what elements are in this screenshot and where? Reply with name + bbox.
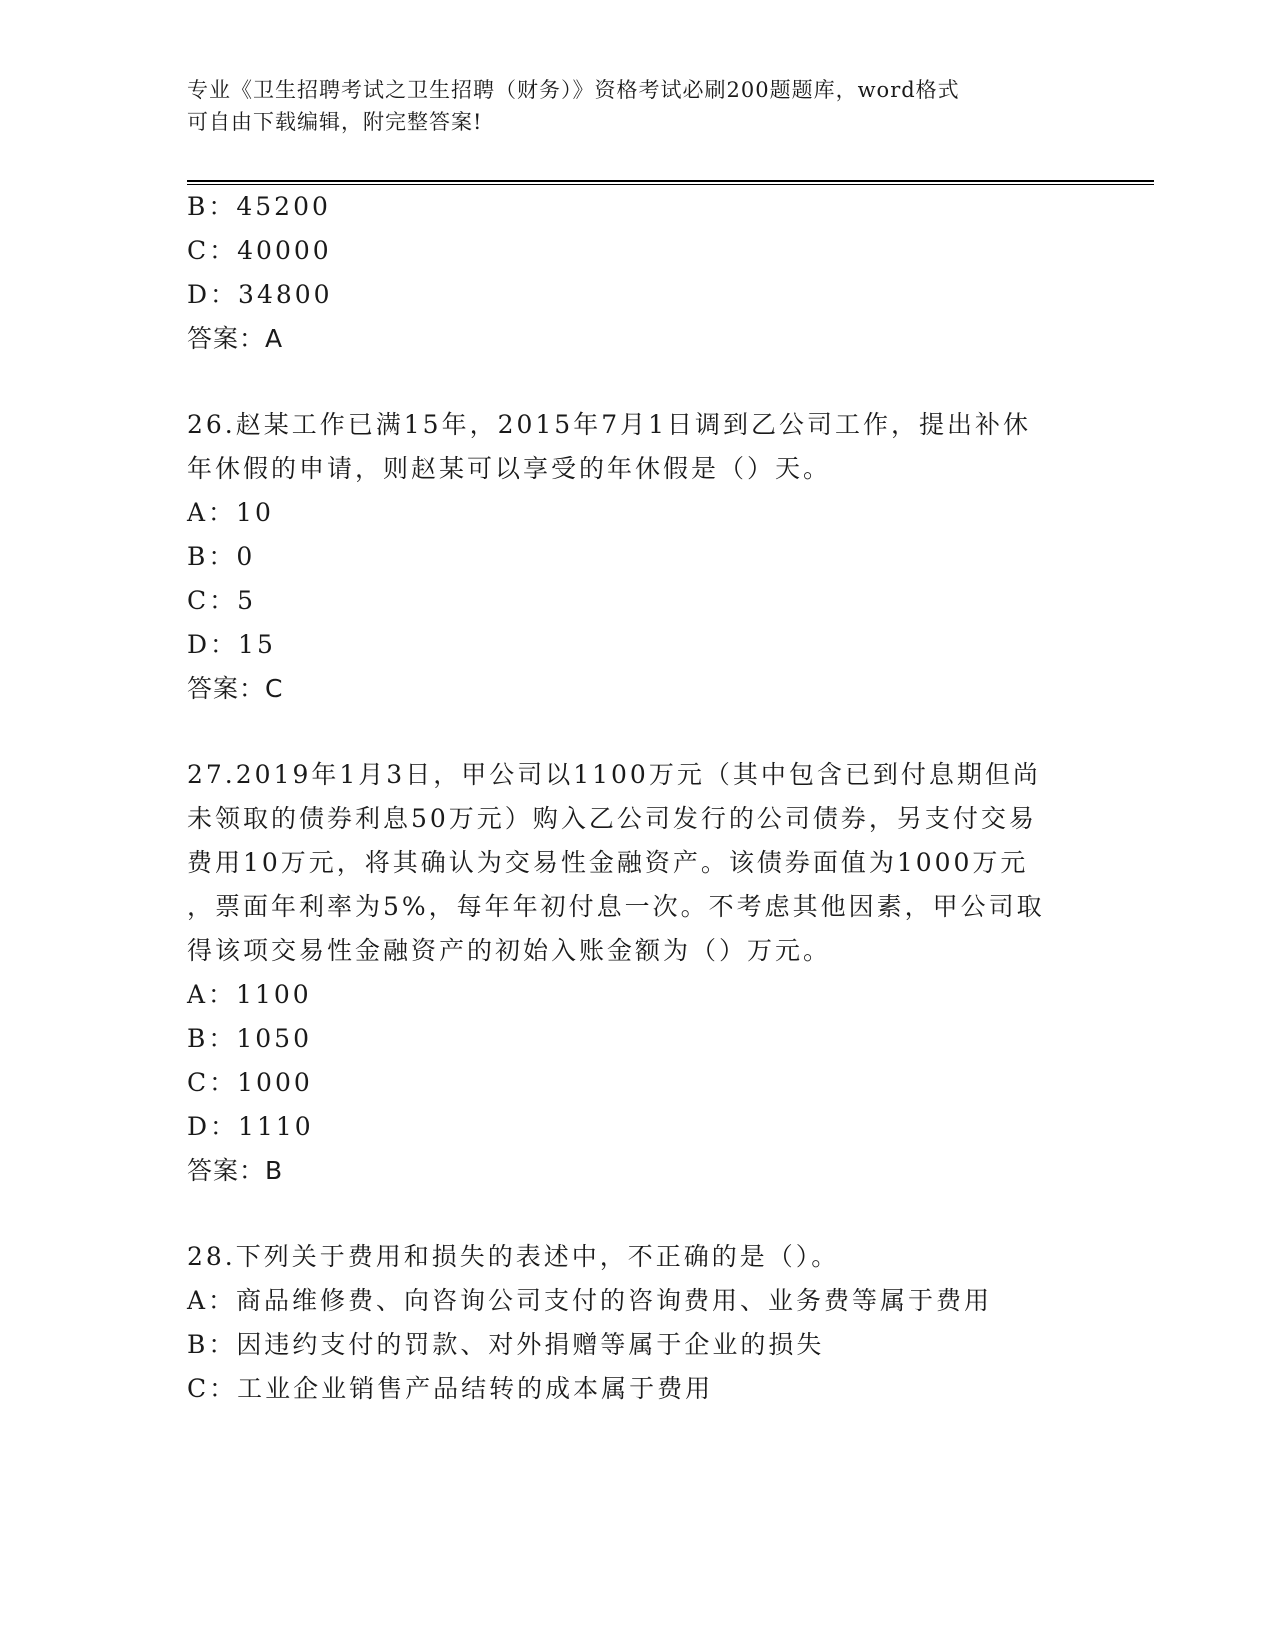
- question-26-stem-1: 26.赵某工作已满15年，2015年7月1日调到乙公司工作，提出补休: [187, 410, 1032, 439]
- question-27-stem-5: 得该项交易性金融资产的初始入账金额为（）万元。: [187, 936, 832, 965]
- question-27-option-c: C：1000: [187, 1068, 313, 1097]
- question-26-answer: 答案：C: [187, 674, 284, 703]
- question-27-stem-3: 费用10万元，将其确认为交易性金融资产。该债券面值为1000万元: [187, 848, 1029, 877]
- document-header: [187, 74, 1067, 138]
- question-26-option-a: A：10: [187, 498, 274, 527]
- question-28-option-c: C：工业企业销售产品结转的成本属于费用: [187, 1374, 714, 1403]
- question-27-stem-2: 未领取的债券利息50万元）购入乙公司发行的公司债券，另支付交易: [187, 804, 1037, 833]
- answer-line: 答案：A: [187, 324, 284, 353]
- question-28-stem-1: 28.下列关于费用和损失的表述中，不正确的是（）。: [187, 1242, 840, 1271]
- header-divider-thick: [187, 180, 1154, 182]
- question-26-option-d: D：15: [187, 630, 276, 659]
- question-27-answer: 答案：B: [187, 1156, 284, 1185]
- header-line-1: 专业《卫生招聘考试之卫生招聘（财务）》资格考试必刷200题题库，word格式: [187, 78, 960, 102]
- question-27-option-d: D：1110: [187, 1112, 314, 1141]
- question-26-stem-2: 年休假的申请，则赵某可以享受的年休假是（）天。: [187, 454, 832, 483]
- question-27-option-a: A：1100: [187, 980, 312, 1009]
- question-27-stem-1: 27.2019年1月3日，甲公司以1100万元（其中包含已到付息期但尚: [187, 760, 1041, 789]
- question-27-option-b: B：1050: [187, 1024, 312, 1053]
- header-divider-thin: [187, 184, 1154, 185]
- header-line-2: 可自由下载编辑，附完整答案!: [187, 110, 483, 134]
- option-c: C：40000: [187, 236, 332, 265]
- question-26-option-c: C：5: [187, 586, 257, 615]
- question-27-stem-4: ，票面年利率为5%，每年年初付息一次。不考虑其他因素，甲公司取: [187, 892, 1045, 921]
- question-28-option-b: B：因违约支付的罚款、对外捐赠等属于企业的损失: [187, 1330, 825, 1359]
- question-26-option-b: B：0: [187, 542, 256, 571]
- option-d: D：34800: [187, 280, 333, 309]
- option-b: B：45200: [187, 192, 331, 221]
- question-28-option-a: A：商品维修费、向咨询公司支付的咨询费用、业务费等属于费用: [187, 1286, 993, 1315]
